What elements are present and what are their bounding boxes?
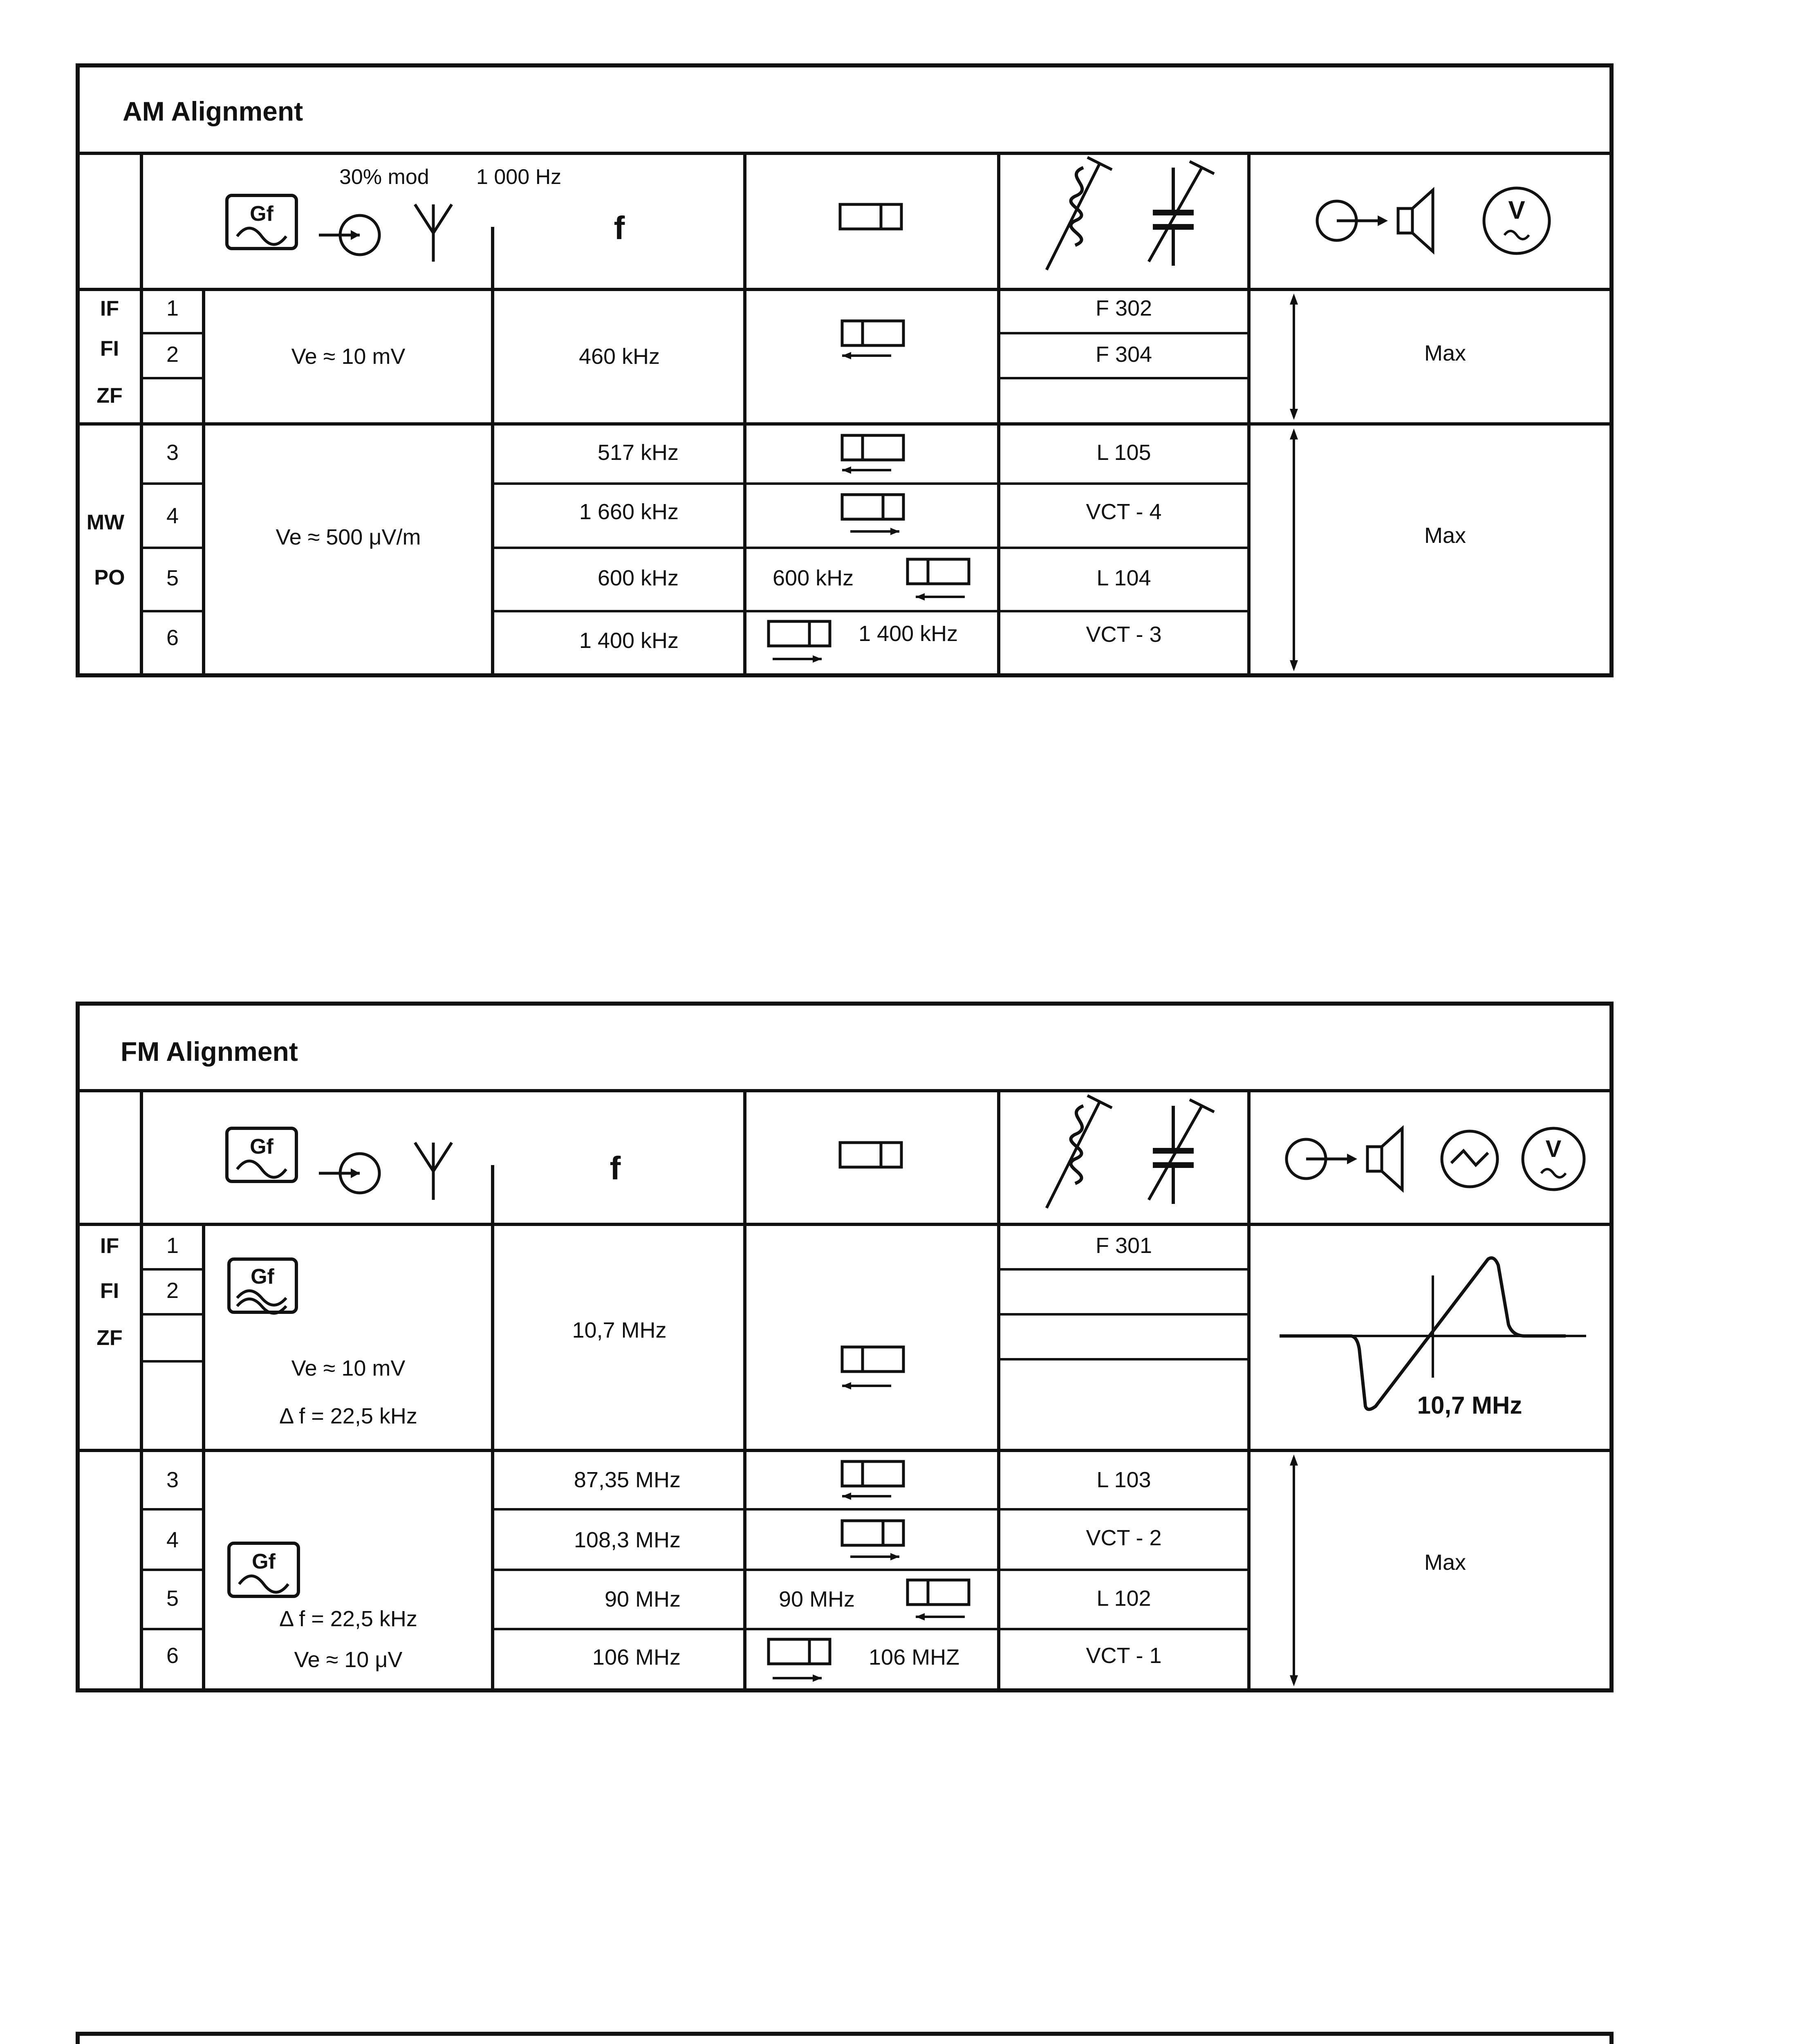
band-label: ZF: [96, 384, 123, 408]
adjustment: L 104: [1096, 566, 1151, 590]
band-label: IF: [100, 297, 119, 320]
if-signal: Ve ≈ 10 mV: [291, 1356, 406, 1381]
right-arrow-icon: [850, 528, 899, 535]
step-number: 3: [166, 440, 179, 465]
dial-icon: [908, 559, 969, 584]
adjustment: VCT - 4: [1086, 500, 1162, 524]
voltmeter-icon: [1484, 188, 1549, 253]
speaker-icon: [1398, 190, 1433, 251]
generator-icon: [227, 195, 296, 249]
band-label: FI: [100, 1279, 119, 1303]
step-number: 2: [166, 1278, 179, 1303]
band-label: ZF: [96, 1326, 123, 1350]
dial-setting: 90 MHz: [779, 1587, 855, 1611]
frequency: 90 MHz: [604, 1587, 681, 1611]
frequency: 600 kHz: [597, 566, 679, 590]
meter-label: V: [1545, 1136, 1562, 1162]
frequency-column-label: f: [614, 210, 625, 246]
frequency: 1 660 kHz: [579, 500, 679, 524]
dial-icon: [842, 1347, 903, 1372]
range-arrow-icon: [1290, 1455, 1298, 1686]
dial-setting: 600 kHz: [773, 566, 854, 590]
meter-label: V: [1508, 196, 1525, 224]
if-freq: 10,7 MHz: [572, 1318, 667, 1342]
dial-icon: [842, 321, 903, 345]
adjustment: F 302: [1095, 296, 1152, 320]
range-arrow-icon: [1290, 294, 1298, 420]
mw-output: Max: [1424, 523, 1466, 548]
input-probe-icon: [319, 1154, 379, 1193]
rf-signal: Ve ≈ 10 μV: [294, 1647, 403, 1672]
left-arrow-icon: [916, 1613, 965, 1620]
curve-label: 10,7 MHz: [1417, 1392, 1522, 1419]
left-arrow-icon: [842, 352, 891, 359]
dial-icon: [842, 495, 903, 519]
left-arrow-icon: [842, 1382, 891, 1390]
right-arrow-icon: [850, 1553, 899, 1560]
rf-deviation: Δ f = 22,5 kHz: [279, 1607, 417, 1631]
adjustment: VCT - 1: [1086, 1643, 1162, 1668]
am-mod: 30% mod: [339, 165, 429, 189]
dial-icon: [908, 1580, 969, 1605]
step-number: 3: [166, 1468, 179, 1492]
step-number: 5: [166, 1586, 179, 1611]
adjustment: VCT - 2: [1086, 1526, 1162, 1550]
fm-title: FM Alignment: [121, 1036, 298, 1067]
dial-icon: [769, 1639, 830, 1664]
dial-setting: 1 400 kHz: [858, 621, 958, 646]
dial-icon: [769, 621, 830, 646]
speaker-icon: [1367, 1128, 1402, 1190]
oscilloscope-icon: [1442, 1131, 1497, 1187]
step-number: 4: [166, 504, 179, 528]
gen-label: Gf: [250, 202, 273, 226]
if-deviation: Δ f = 22,5 kHz: [279, 1404, 417, 1428]
dial-setting: 106 MHZ: [869, 1645, 960, 1670]
dial-icon: [840, 204, 901, 229]
dial-icon: [842, 1461, 903, 1486]
if-output: Max: [1424, 341, 1466, 365]
rf-output: Max: [1424, 1550, 1466, 1575]
antenna-icon: [415, 204, 452, 262]
step-number: 4: [166, 1528, 179, 1552]
trimmer-capacitor-icon: [1149, 1100, 1214, 1204]
am-mod-freq: 1 000 Hz: [476, 165, 562, 189]
output-probe-icon: [1287, 1139, 1357, 1179]
if-freq: 460 kHz: [578, 344, 660, 369]
frequency: 1 400 kHz: [579, 628, 679, 653]
am-title: AM Alignment: [123, 96, 303, 126]
step-number: 2: [166, 342, 179, 367]
adjustment: L 102: [1096, 1586, 1151, 1611]
generator-icon: [229, 1543, 298, 1596]
mw-signal: Ve ≈ 500 μV/m: [276, 525, 421, 549]
adjustment: VCT - 3: [1086, 622, 1162, 647]
right-arrow-icon: [773, 655, 822, 663]
decoder-alignment-table: [78, 2034, 1612, 2044]
frequency: 106 MHz: [592, 1645, 681, 1670]
adjustment: F 301: [1095, 1233, 1152, 1258]
adjustment: F 304: [1095, 342, 1152, 367]
fm-alignment-table: [78, 1004, 1612, 1690]
step-number: 6: [166, 1643, 179, 1668]
frequency: 517 kHz: [597, 440, 679, 465]
band-label: MW: [86, 511, 125, 534]
dial-icon: [840, 1143, 901, 1167]
gen-label: Gf: [252, 1550, 276, 1573]
sweep-generator-icon: [229, 1259, 296, 1313]
step-number: 5: [166, 566, 179, 590]
band-label: FI: [100, 337, 119, 361]
left-arrow-icon: [842, 1493, 891, 1500]
antenna-icon: [415, 1143, 452, 1200]
dial-icon: [842, 435, 903, 460]
coil-icon: [1047, 1096, 1112, 1208]
frequency-column-label: f: [610, 1150, 621, 1186]
generator-icon: [227, 1128, 296, 1181]
output-probe-icon: [1317, 201, 1388, 240]
adjustment: L 105: [1096, 440, 1151, 465]
coil-icon: [1047, 157, 1112, 270]
gen-label: Gf: [251, 1265, 274, 1289]
gen-label: Gf: [250, 1135, 273, 1159]
left-arrow-icon: [842, 466, 891, 474]
input-probe-icon: [319, 215, 379, 255]
step-number: 1: [166, 1233, 179, 1258]
range-arrow-icon: [1290, 428, 1298, 671]
frequency: 87,35 MHz: [574, 1468, 681, 1492]
adjustment: L 103: [1096, 1468, 1151, 1492]
band-label: IF: [100, 1234, 119, 1258]
voltmeter-icon: [1523, 1128, 1584, 1190]
dial-icon: [842, 1521, 903, 1545]
band-label: PO: [94, 566, 125, 589]
frequency: 108,3 MHz: [574, 1528, 681, 1552]
step-number: 6: [166, 625, 179, 650]
am-alignment-table: [78, 65, 1612, 675]
left-arrow-icon: [916, 593, 965, 601]
step-number: 1: [166, 296, 179, 320]
trimmer-capacitor-icon: [1149, 161, 1214, 266]
discriminator-curve: [1280, 1258, 1586, 1419]
if-signal: Ve ≈ 10 mV: [291, 344, 406, 369]
right-arrow-icon: [773, 1674, 822, 1682]
